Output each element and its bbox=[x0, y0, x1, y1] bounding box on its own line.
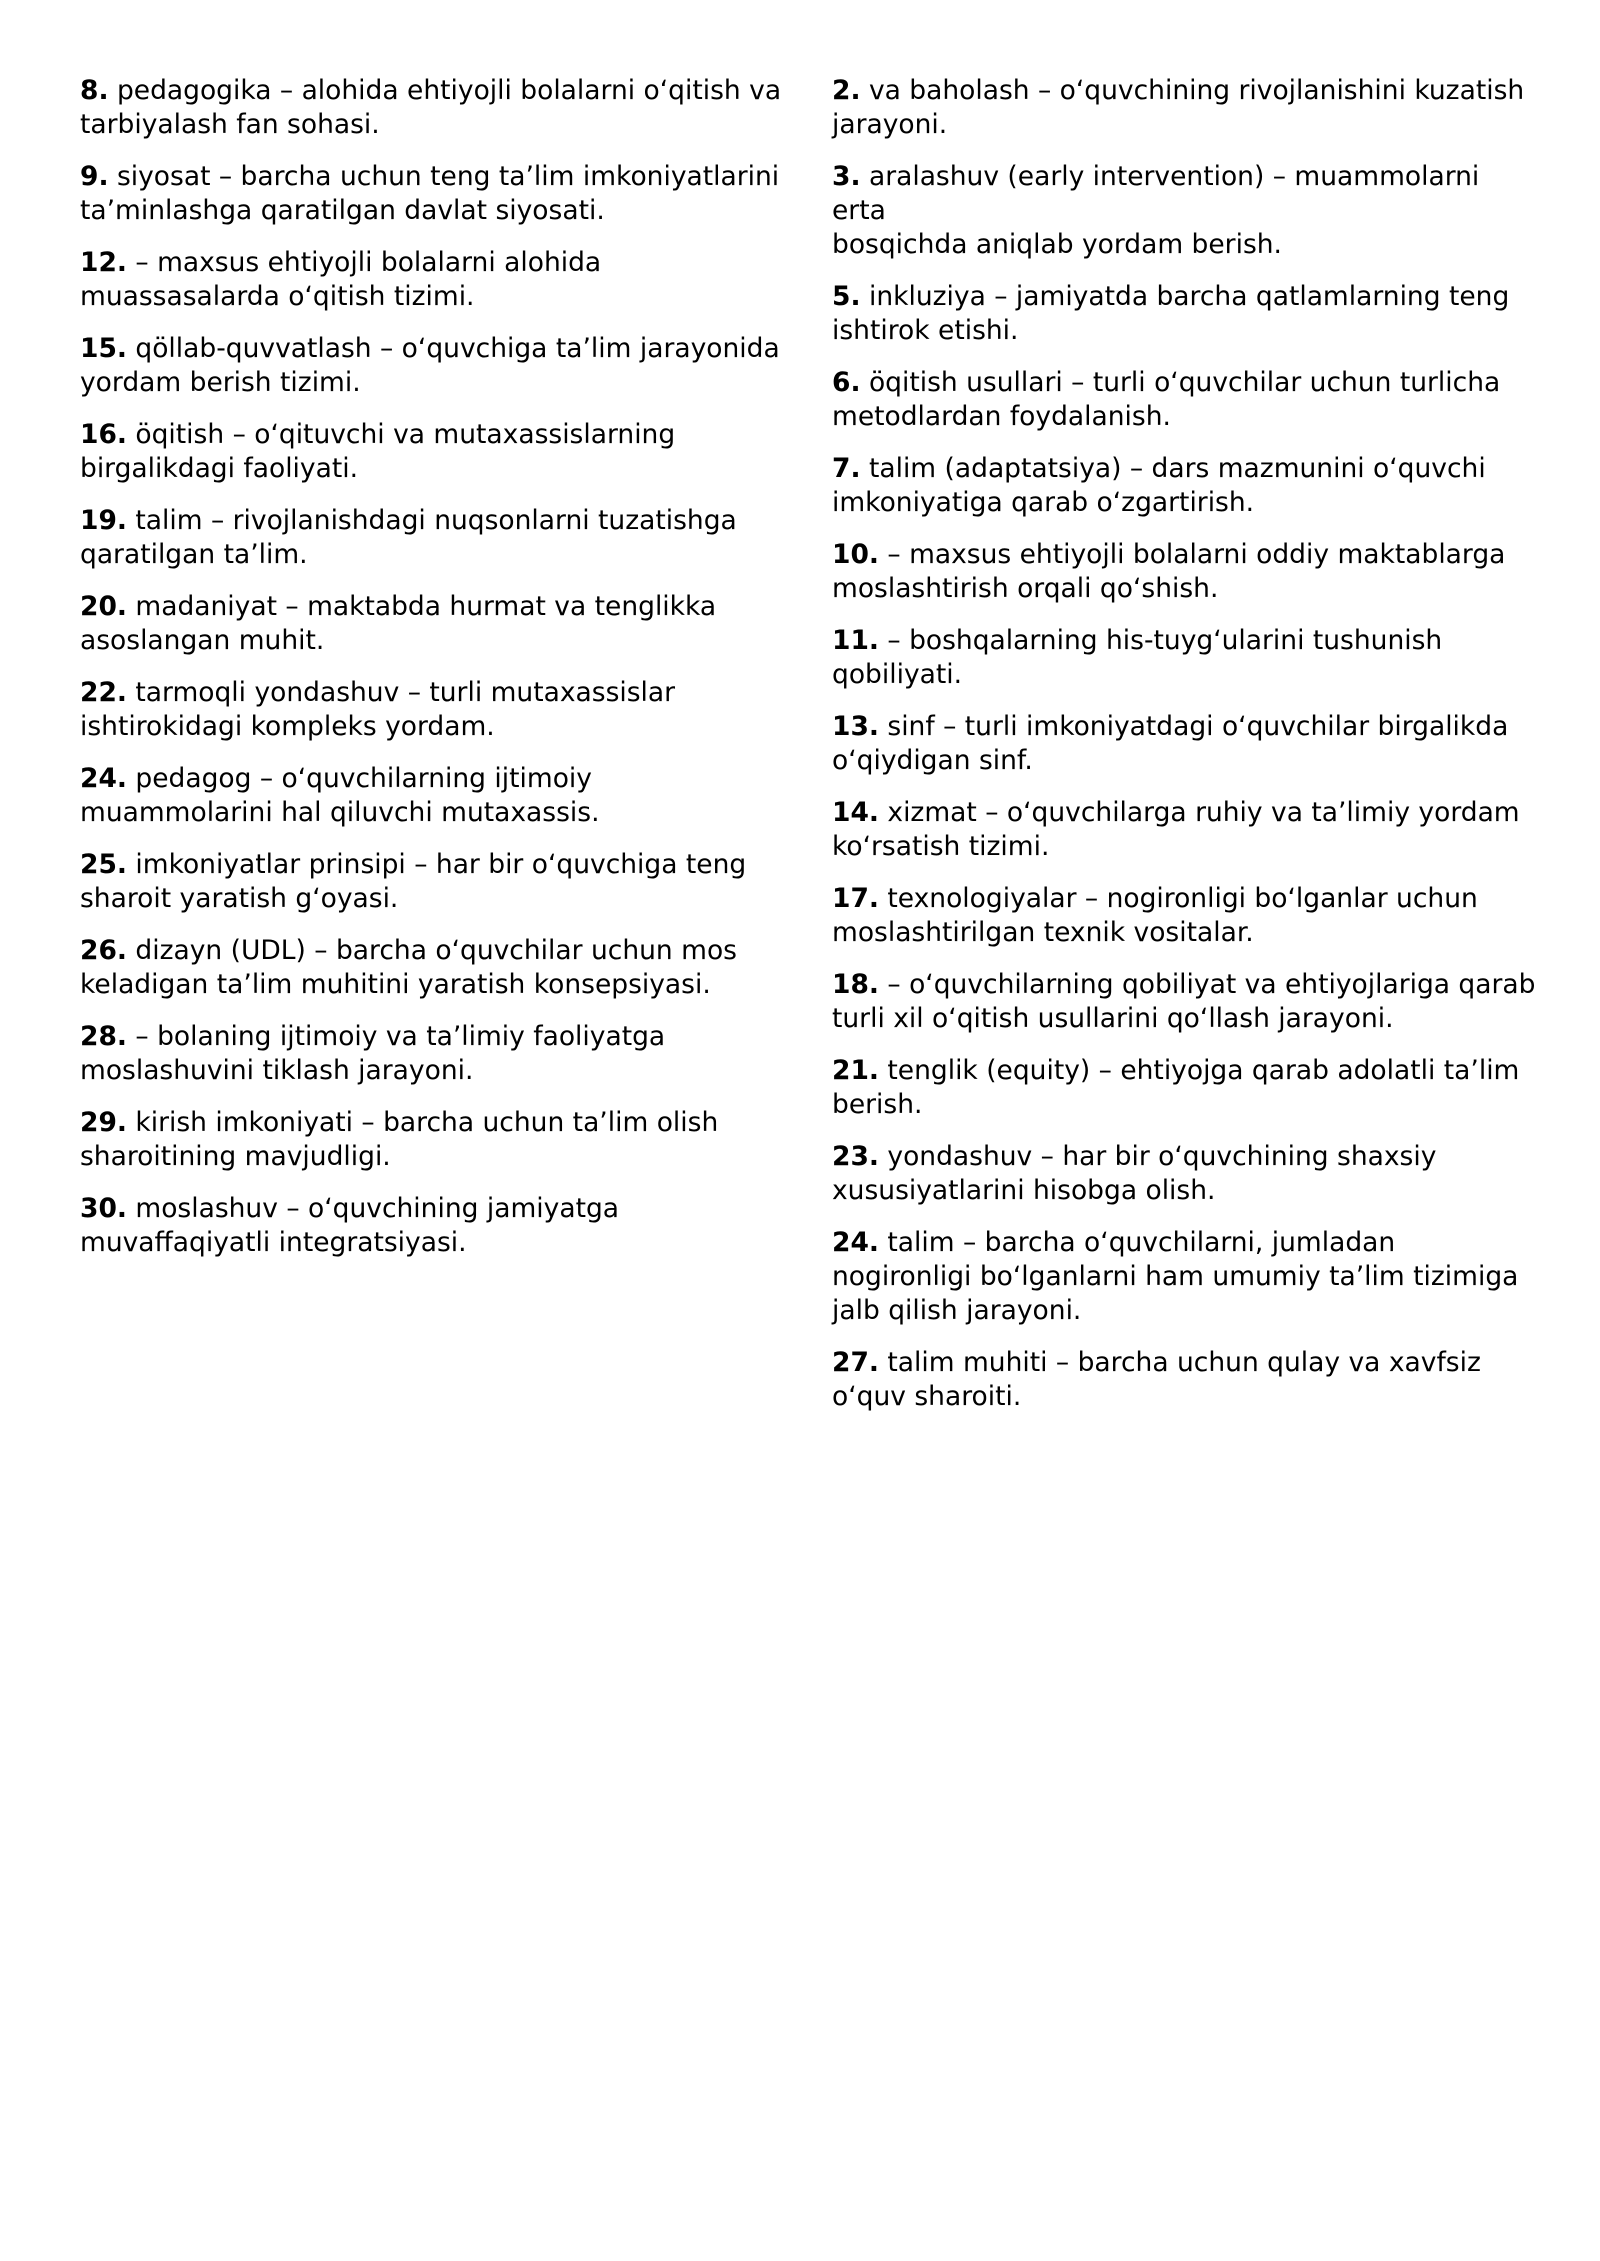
entry-text-continued: bosqichda aniqlab yordam berish. bbox=[832, 229, 1282, 260]
entry-text: tarmoqli yondashuv – turli mutaxassislar bbox=[135, 677, 676, 708]
entry-text: – oʻquvchilarning qobiliyat va ehtiyojlariga qarab bbox=[887, 969, 1536, 1000]
entry-text: dizayn (UDL) – barcha oʻquvchilar uchun mos bbox=[135, 935, 737, 966]
entry-number: 15. bbox=[80, 333, 127, 364]
entry-text-continued: muassasalarda oʻqitish tizimi. bbox=[80, 281, 475, 312]
entry-text: texnologiyalar – nogironligi boʻlganlar uchun bbox=[887, 883, 1478, 914]
entry-text: talim (adaptatsiya) – dars mazmunini oʻquvchi bbox=[868, 453, 1486, 484]
entry-text-continued: sharoitining mavjudligi. bbox=[80, 1141, 391, 1172]
entry-text-continued: moslashtirish orqali qoʻshish. bbox=[832, 573, 1219, 604]
entry-number: 11. bbox=[832, 625, 879, 656]
entry-text-continued: oʻqiydigan sinf. bbox=[832, 745, 1033, 776]
entry-number: 8. bbox=[80, 75, 109, 106]
entry-number: 20. bbox=[80, 591, 127, 622]
glossary-entry bbox=[80, 934, 785, 1002]
entry-number: 14. bbox=[832, 797, 879, 828]
glossary-entry bbox=[832, 538, 1540, 606]
entry-text-continued: muvaffaqiyatli integratsiyasi. bbox=[80, 1227, 467, 1258]
entry-text-continued: birgalikdagi faoliyati. bbox=[80, 453, 359, 484]
glossary-entry bbox=[80, 504, 785, 572]
entry-text-continued: qaratilgan ta’lim. bbox=[80, 539, 308, 570]
glossary-entry bbox=[80, 418, 785, 486]
entry-text: qöllab-quvvatlash – oʻquvchiga ta’lim jarayonida bbox=[135, 333, 780, 364]
entry-text-continued: xususiyatlarini hisobga olish. bbox=[832, 1175, 1216, 1206]
entry-number: 5. bbox=[832, 281, 861, 312]
entry-text-continued: keladigan ta’lim muhitini yaratish konsepsiyasi. bbox=[80, 969, 711, 1000]
entry-text-continued: moslashuvini tiklash jarayoni. bbox=[80, 1055, 474, 1086]
entry-text-continued: jarayoni. bbox=[832, 109, 948, 140]
entry-text-continued: qobiliyati. bbox=[832, 659, 963, 690]
glossary-entry bbox=[80, 590, 785, 658]
entry-text: – maxsus ehtiyojli bolalarni oddiy maktablarga bbox=[887, 539, 1506, 570]
entry-text: va baholash – oʻquvchining rivojlanishini kuzatish bbox=[868, 75, 1525, 106]
entry-text-continued: jalb qilish jarayoni. bbox=[832, 1295, 1082, 1326]
entry-text: moslashuv – oʻquvchining jamiyatga bbox=[135, 1193, 620, 1224]
entry-number: 21. bbox=[832, 1055, 879, 1086]
entry-number: 9. bbox=[80, 161, 109, 192]
glossary-entry bbox=[832, 1226, 1540, 1328]
entry-text-continued: sharoit yaratish gʻoyasi. bbox=[80, 883, 399, 914]
right-column bbox=[832, 74, 1540, 1432]
entry-text-continued: metodlardan foydalanish. bbox=[832, 401, 1171, 432]
entry-text: tenglik (equity) – ehtiyojga qarab adolatli ta’lim bbox=[887, 1055, 1520, 1086]
entry-number: 30. bbox=[80, 1193, 127, 1224]
entry-text-continued: muammolarini hal qiluvchi mutaxassis. bbox=[80, 797, 600, 828]
glossary-entry bbox=[832, 796, 1540, 864]
entry-text: yondashuv – har bir oʻquvchining shaxsiy bbox=[887, 1141, 1437, 1172]
entry-number: 24. bbox=[80, 763, 127, 794]
glossary-entry bbox=[80, 762, 785, 830]
entry-text: madaniyat – maktabda hurmat va tenglikka bbox=[135, 591, 717, 622]
entry-number: 26. bbox=[80, 935, 127, 966]
entry-text-continued: ishtirok etishi. bbox=[832, 315, 1019, 346]
entry-number: 29. bbox=[80, 1107, 127, 1138]
glossary-entry bbox=[832, 1346, 1540, 1414]
entry-number: 6. bbox=[832, 367, 861, 398]
entry-number: 13. bbox=[832, 711, 879, 742]
entry-number: 2. bbox=[832, 75, 861, 106]
glossary-entry bbox=[80, 1106, 785, 1174]
entry-number: 18. bbox=[832, 969, 879, 1000]
glossary-entry bbox=[80, 848, 785, 916]
glossary-entry bbox=[80, 332, 785, 400]
glossary-entry bbox=[80, 1020, 785, 1088]
entry-text: talim – rivojlanishdagi nuqsonlarni tuzatishga bbox=[135, 505, 737, 536]
entry-number: 16. bbox=[80, 419, 127, 450]
glossary-entry bbox=[80, 74, 785, 142]
entry-text: öqitish usullari – turli oʻquvchilar uchun turlicha bbox=[868, 367, 1501, 398]
entry-number: 10. bbox=[832, 539, 879, 570]
glossary-entry bbox=[832, 1140, 1540, 1208]
entry-text-continued: yordam berish tizimi. bbox=[80, 367, 361, 398]
entry-text: pedagogika – alohida ehtiyojli bolalarni oʻqitish va bbox=[116, 75, 782, 106]
entry-number: 12. bbox=[80, 247, 127, 278]
entry-text-continued: tarbiyalash fan sohasi. bbox=[80, 109, 380, 140]
left-column bbox=[80, 74, 785, 1278]
entry-number: 28. bbox=[80, 1021, 127, 1052]
entry-text-continued: asoslangan muhit. bbox=[80, 625, 325, 656]
entry-text: imkoniyatlar prinsipi – har bir oʻquvchiga teng bbox=[135, 849, 747, 880]
entry-text: kirish imkoniyati – barcha uchun ta’lim olish bbox=[135, 1107, 719, 1138]
entry-text: talim muhiti – barcha uchun qulay va xavfsiz bbox=[887, 1347, 1481, 1378]
entry-text-continued: berish. bbox=[832, 1089, 923, 1120]
glossary-entry bbox=[80, 160, 785, 228]
entry-number: 7. bbox=[832, 453, 861, 484]
entry-text-continued: imkoniyatiga qarab oʻzgartirish. bbox=[832, 487, 1255, 518]
entry-number: 3. bbox=[832, 161, 861, 192]
entry-text: talim – barcha oʻquvchilarni, jumladan bbox=[887, 1227, 1396, 1258]
glossary-entry bbox=[832, 280, 1540, 348]
glossary-entry bbox=[832, 452, 1540, 520]
glossary-entry bbox=[832, 710, 1540, 778]
entry-text-continued: turli xil oʻqitish usullarini qoʻllash jarayoni. bbox=[832, 1003, 1394, 1034]
entry-text: – boshqalarning his-tuygʻularini tushunish bbox=[887, 625, 1443, 656]
entry-number: 23. bbox=[832, 1141, 879, 1172]
entry-text: pedagog – oʻquvchilarning ijtimoiy bbox=[135, 763, 592, 794]
entry-text-continued: moslashtirilgan texnik vositalar. bbox=[832, 917, 1254, 948]
entry-text: siyosat – barcha uchun teng ta’lim imkoniyatlarini bbox=[116, 161, 780, 192]
entry-number: 25. bbox=[80, 849, 127, 880]
entry-text: – bolaning ijtimoiy va ta’limiy faoliyatga bbox=[135, 1021, 666, 1052]
entry-number: 27. bbox=[832, 1347, 879, 1378]
entry-text-continued: koʻrsatish tizimi. bbox=[832, 831, 1050, 862]
entry-text-continued: ta’minlashga qaratilgan davlat siyosati. bbox=[80, 195, 605, 226]
entry-text-continued: oʻquv sharoiti. bbox=[832, 1381, 1022, 1412]
entry-text: xizmat – oʻquvchilarga ruhiy va ta’limiy yordam bbox=[887, 797, 1520, 828]
glossary-entry bbox=[832, 968, 1540, 1036]
entry-text: – maxsus ehtiyojli bolalarni alohida bbox=[135, 247, 602, 278]
entry-text: aralashuv (early intervention) – muammolarni erta bbox=[832, 161, 1480, 226]
glossary-entry bbox=[80, 676, 785, 744]
glossary-entry bbox=[80, 246, 785, 314]
entry-number: 17. bbox=[832, 883, 879, 914]
glossary-entry bbox=[832, 1054, 1540, 1122]
glossary-entry bbox=[832, 160, 1540, 262]
glossary-entry bbox=[80, 1192, 785, 1260]
entry-number: 24. bbox=[832, 1227, 879, 1258]
glossary-entry bbox=[832, 882, 1540, 950]
glossary-entry bbox=[832, 366, 1540, 434]
glossary-entry bbox=[832, 624, 1540, 692]
glossary-entry bbox=[832, 74, 1540, 142]
entry-number: 19. bbox=[80, 505, 127, 536]
entry-text-continued: ishtirokidagi kompleks yordam. bbox=[80, 711, 495, 742]
entry-text: öqitish – oʻqituvchi va mutaxassislarning bbox=[135, 419, 676, 450]
entry-text: sinf – turli imkoniyatdagi oʻquvchilar birgalikda bbox=[887, 711, 1509, 742]
entry-number: 22. bbox=[80, 677, 127, 708]
entry-text: inkluziya – jamiyatda barcha qatlamlarning teng bbox=[868, 281, 1510, 312]
entry-text-continued: nogironligi boʻlganlarni ham umumiy ta’lim tizimiga bbox=[832, 1261, 1519, 1292]
